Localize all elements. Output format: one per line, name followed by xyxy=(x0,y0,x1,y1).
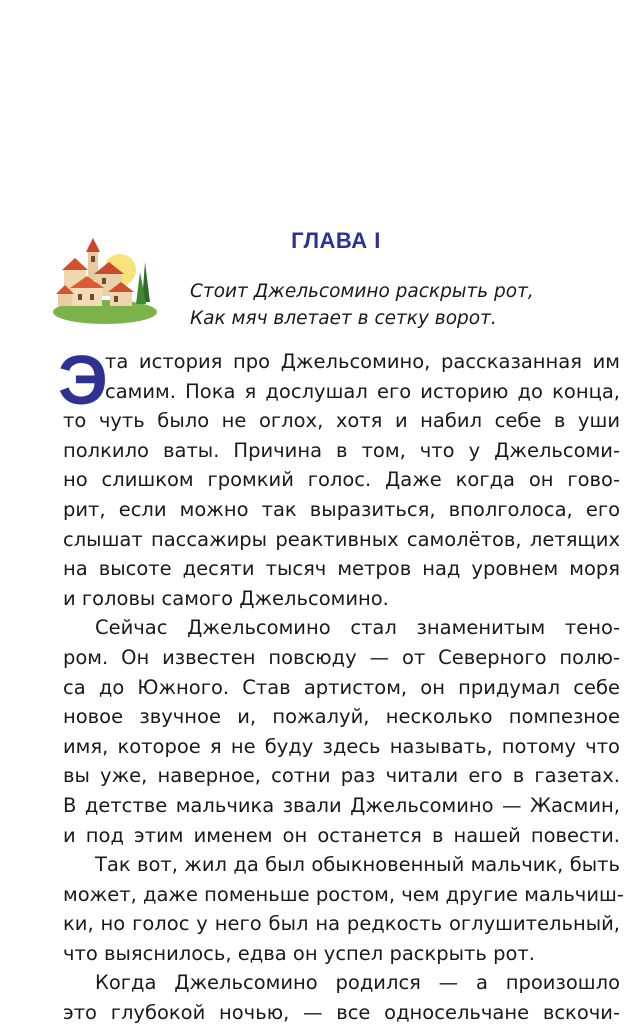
text-line: В детстве мальчика звали Джельсомино — Жасмин, xyxy=(63,793,620,817)
paragraph xyxy=(63,968,620,1027)
text-line: новое звучное и, пожалуй, несколько помпезное xyxy=(63,705,620,729)
castle-illustration xyxy=(50,232,160,327)
text-line: та история про Джельсомино, рассказанная им xyxy=(105,350,620,373)
chapter-title: ГЛАВА I xyxy=(291,228,381,253)
text-line: ром. Он известен повсюду — от Северного полю- xyxy=(63,645,620,669)
text-line: вы уже, наверное, сотни раз читали его в газетах. xyxy=(63,764,620,788)
epigraph-line: Стоит Джельсомино раскрыть рот, xyxy=(190,281,534,302)
text-line: Когда Джельсомино родился — а произошло xyxy=(95,971,620,995)
text-line: са до Южного. Став артистом, он придумал себе xyxy=(63,675,620,699)
text-line: самим. Пока я дослушал его историю до конца, xyxy=(105,379,620,403)
text-line: слышат пассажиры реактивных самолётов, летящих xyxy=(63,527,620,551)
text-line: Так вот, жил да был обыкновенный мальчик, быть xyxy=(95,853,620,877)
text-line: ки, но голос у него был на редкость оглушительный, xyxy=(63,912,620,936)
text-line: и под этим именем он останется в нашей повести. xyxy=(63,823,620,847)
paragraph xyxy=(63,850,624,968)
text-line: Сейчас Джельсомино стал знаменитым тено- xyxy=(95,616,620,640)
body-text xyxy=(63,347,624,1028)
text-line: рит, если можно так выразиться, вполголоса, его xyxy=(63,497,620,521)
paragraph xyxy=(63,613,620,850)
drop-cap: Э xyxy=(58,341,108,419)
text-line: то чуть было не оглох, хотя и набил себе в уши xyxy=(63,409,620,433)
epigraph-line: Как мяч влетает в сетку ворот. xyxy=(190,308,497,329)
text-line: это глубокой ночью, — все односельчане вскочи- xyxy=(63,1001,620,1025)
text-line: на высоте десяти тысяч метров над уровнем моря xyxy=(63,557,620,581)
text-line: но слишком громкий голос. Даже когда он гово- xyxy=(63,468,620,492)
paragraph xyxy=(63,347,620,613)
text-line: может, даже поменьше ростом, чем другие мальчиш- xyxy=(63,882,624,906)
text-line: имя, которое я не буду здесь называть, потому что xyxy=(63,734,620,758)
epigraph xyxy=(190,278,534,332)
text-line: полкило ваты. Причина в том, что у Джельсоми- xyxy=(63,438,620,462)
text-line: и головы самого Джельсомино. xyxy=(63,586,389,610)
text-line: что выяснилось, едва он успел раскрыть рот. xyxy=(63,941,535,965)
